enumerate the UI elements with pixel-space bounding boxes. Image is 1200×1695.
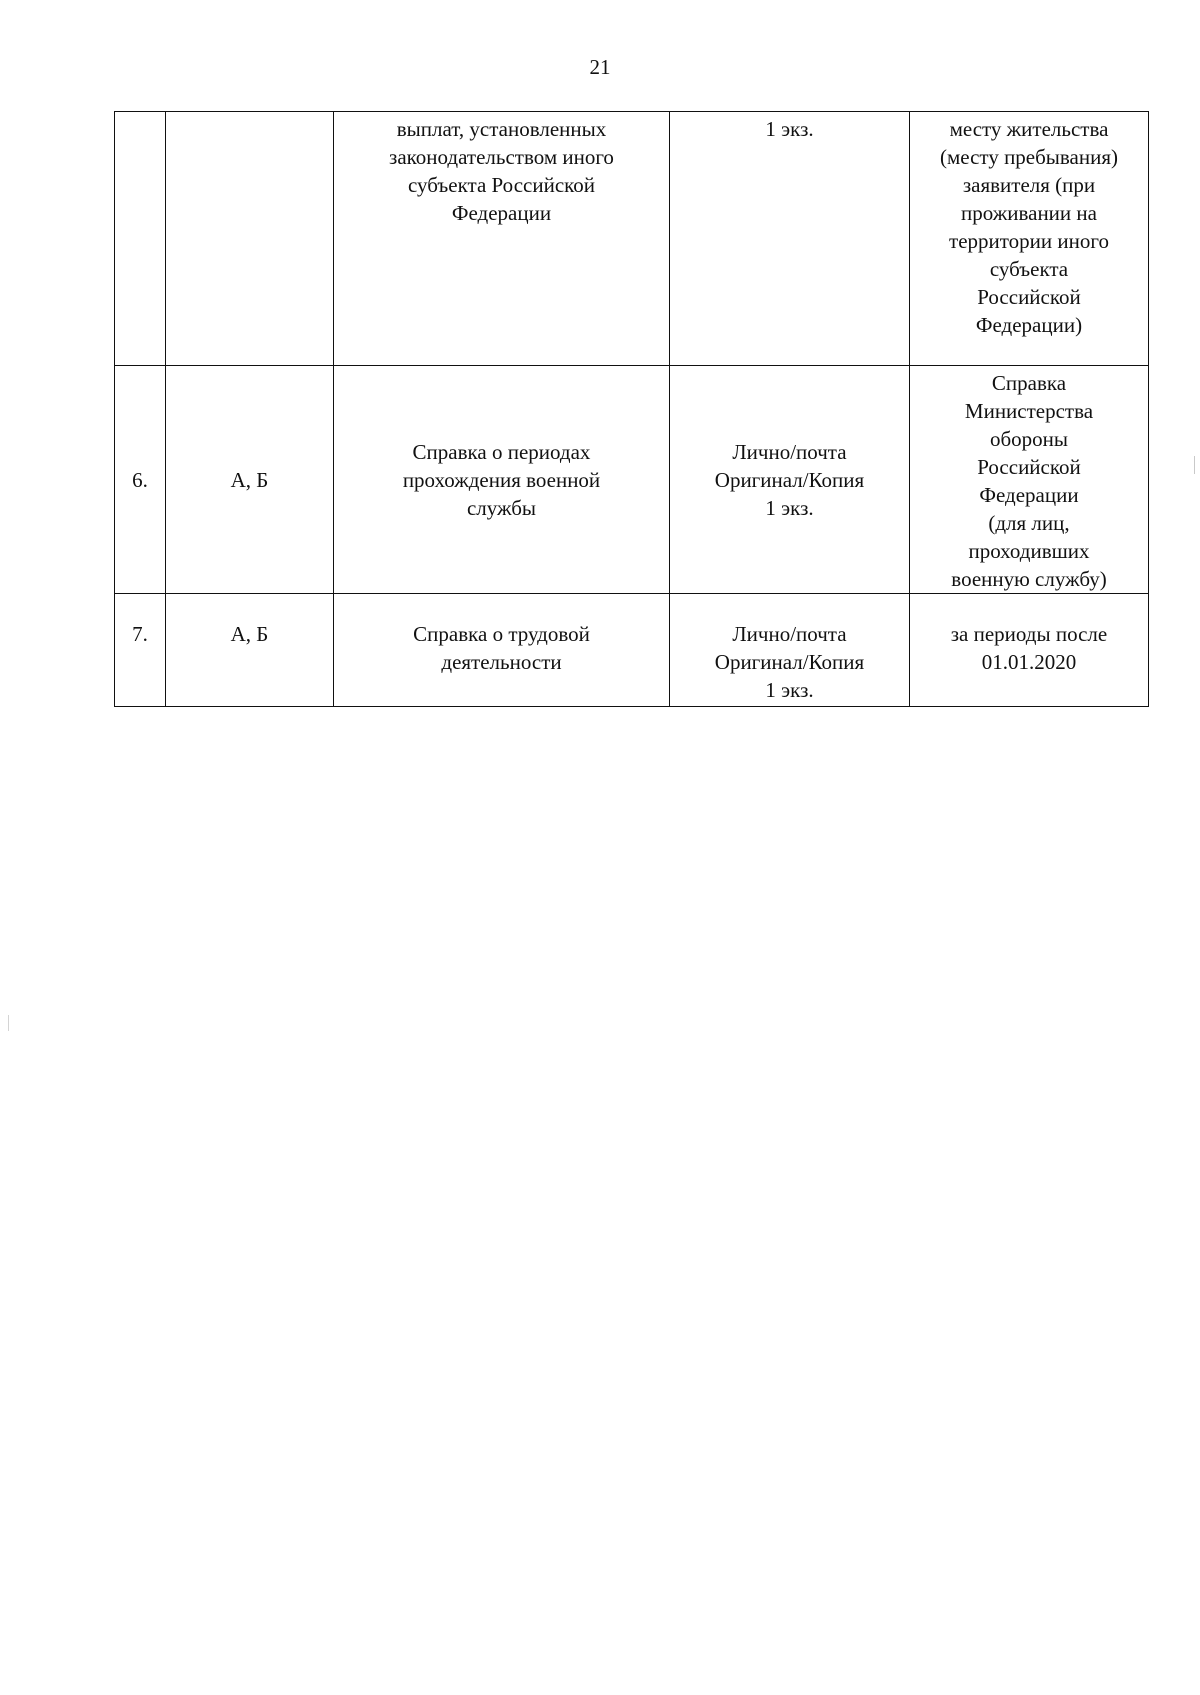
submission-method-cell: 1 экз. bbox=[670, 112, 910, 366]
document-source-cell: месту жительства (месту пребывания) заявителя (при проживании на территории иного субъекта Российской Федерации) bbox=[910, 112, 1149, 366]
document-name-cell: выплат, установленных законодательством иного субъекта Российской Федерации bbox=[334, 112, 670, 366]
submission-method-cell: Лично/почта Оригинал/Копия 1 экз. bbox=[670, 594, 910, 707]
table-row bbox=[115, 594, 1149, 707]
scan-artifact bbox=[1194, 456, 1195, 474]
scan-artifact bbox=[8, 1015, 9, 1031]
applicant-category-cell: А, Б bbox=[166, 594, 334, 707]
table-row bbox=[115, 366, 1149, 594]
document-name-cell: Справка о периодах прохождения военной службы bbox=[334, 366, 670, 594]
page-number: 21 bbox=[589, 55, 611, 79]
submission-method-cell: Лично/почта Оригинал/Копия 1 экз. bbox=[670, 366, 910, 594]
row-number-cell: 7. bbox=[115, 594, 166, 707]
applicant-category-cell: А, Б bbox=[166, 366, 334, 594]
document-name-cell: Справка о трудовой деятельности bbox=[334, 594, 670, 707]
document-source-cell: за периоды после 01.01.2020 bbox=[910, 594, 1149, 707]
documents-table bbox=[114, 111, 1149, 707]
table-row bbox=[115, 112, 1149, 366]
applicant-category-cell bbox=[166, 112, 334, 366]
row-number-cell: 6. bbox=[115, 366, 166, 594]
document-source-cell: Справка Министерства обороны Российской Федерации (для лиц, проходивших военную службу) bbox=[910, 366, 1149, 594]
row-number-cell bbox=[115, 112, 166, 366]
